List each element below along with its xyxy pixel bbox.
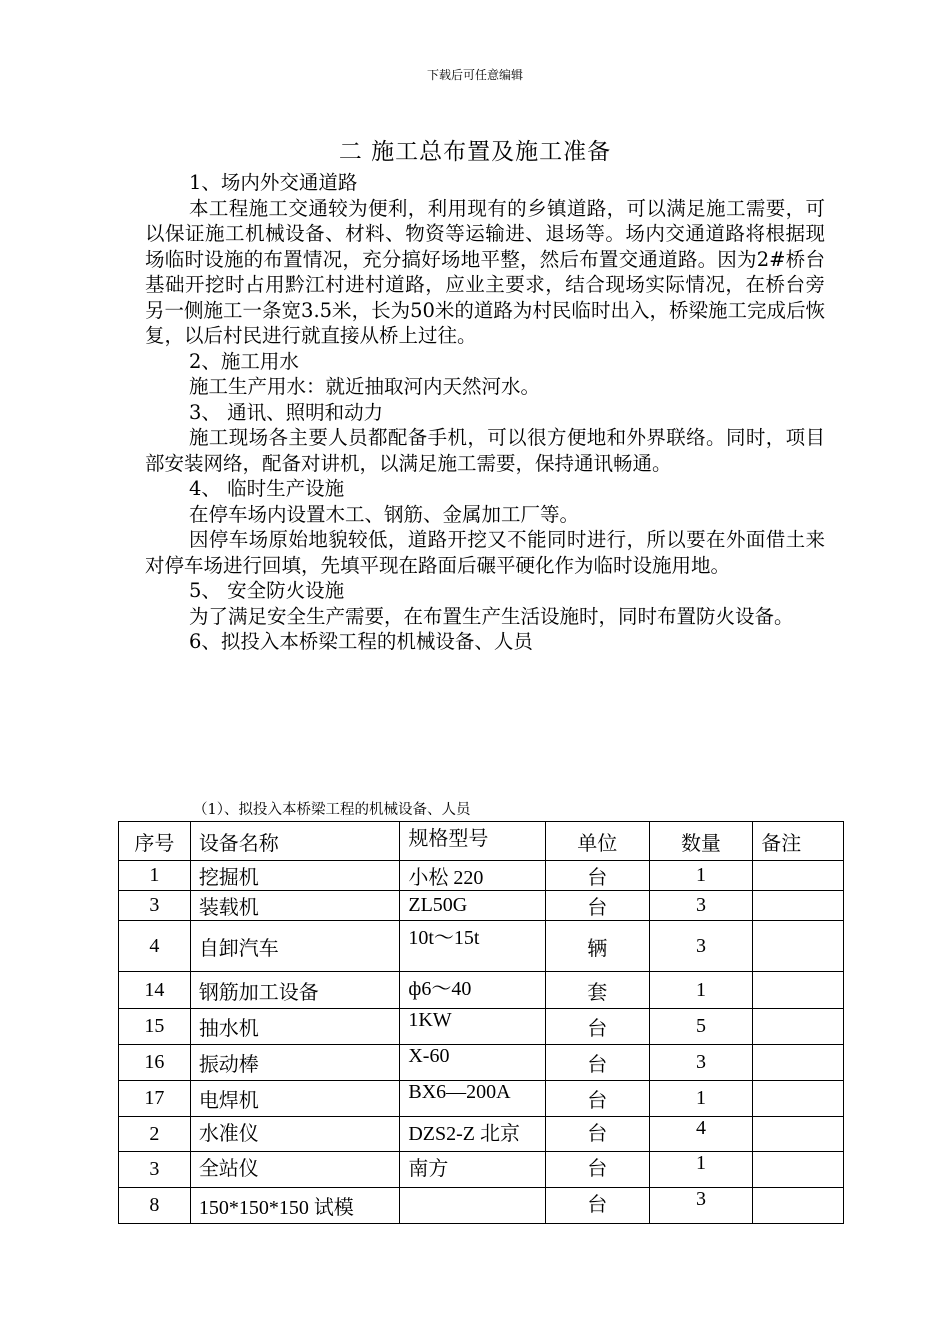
table-cell: 台	[545, 1117, 649, 1152]
table-cell: 4	[119, 921, 191, 972]
table-cell: 3	[649, 1188, 753, 1224]
table-cell: 16	[119, 1045, 191, 1081]
table-cell: 钢筋加工设备	[190, 972, 400, 1009]
table-cell: 台	[545, 861, 649, 891]
paragraph-temporary-facilities-2: 因停车场原始地貌较低，道路开挖又不能同时进行，所以要在外面借土来对停车场进行回填，先填平现在路面后碾平硬化作为临时设施用地。	[145, 528, 825, 577]
table-cell: 3	[649, 921, 753, 972]
table-cell: 1	[649, 972, 753, 1009]
table-row	[119, 1188, 844, 1224]
table-cell: 辆	[545, 921, 649, 972]
header-cell: 规格型号	[400, 822, 546, 861]
table-row	[119, 891, 844, 921]
table-cell	[753, 1188, 844, 1224]
header-cell: 序号	[119, 822, 191, 861]
table-row	[119, 921, 844, 972]
table-cell: 1	[119, 861, 191, 891]
table-cell: 自卸汽车	[190, 921, 400, 972]
table-cell	[753, 1045, 844, 1081]
table-cell: 10t～15t	[400, 921, 546, 972]
table-cell: 挖掘机	[190, 861, 400, 891]
heading-equipment: 6、拟投入本桥梁工程的机械设备、人员	[189, 630, 533, 653]
table-cell: 台	[545, 891, 649, 921]
table-cell: 5	[649, 1009, 753, 1045]
table-cell: 套	[545, 972, 649, 1009]
table-cell: 台	[545, 1188, 649, 1224]
table-cell: 台	[545, 1081, 649, 1117]
table-cell: 8	[119, 1188, 191, 1224]
table-cell: 抽水机	[190, 1009, 400, 1045]
table-cell: ф6～40	[400, 972, 546, 1009]
table-cell: 1	[649, 1081, 753, 1117]
table-cell: 南方	[400, 1152, 546, 1188]
table-cell	[753, 972, 844, 1009]
header-cell: 备注	[753, 822, 844, 861]
header-cell: 单位	[545, 822, 649, 861]
table-cell: 台	[545, 1045, 649, 1081]
table-cell: ZL50G	[400, 891, 546, 921]
table-cell: 4	[649, 1117, 753, 1152]
table-row	[119, 1117, 844, 1152]
heading-traffic-roads: 1、场内外交通道路	[189, 171, 358, 194]
table-cell: 3	[119, 891, 191, 921]
header-cell: 数量	[649, 822, 753, 861]
table-cell	[753, 861, 844, 891]
table-cell: 台	[545, 1009, 649, 1045]
table-cell: 全站仪	[190, 1152, 400, 1188]
table-cell: X-60	[400, 1045, 546, 1081]
table-cell	[753, 1081, 844, 1117]
heading-temporary-facilities: 4、 临时生产设施	[189, 477, 345, 500]
table-row	[119, 1009, 844, 1045]
table-cell: 小松 220	[400, 861, 546, 891]
table-cell	[753, 891, 844, 921]
heading-fire-safety: 5、 安全防火设施	[189, 579, 345, 602]
table-row	[119, 1152, 844, 1188]
section-title: 二 施工总布置及施工准备	[338, 139, 612, 165]
table-cell: 3	[649, 1045, 753, 1081]
header-cell: 设备名称	[190, 822, 400, 861]
table-cell: 装载机	[190, 891, 400, 921]
table-cell: 2	[119, 1117, 191, 1152]
paragraph-temporary-facilities-1: 在停车场内设置木工、钢筋、金属加工厂等。	[189, 502, 580, 526]
table-cell: 电焊机	[190, 1081, 400, 1117]
table-cell: 1	[649, 861, 753, 891]
table-row	[119, 1081, 844, 1117]
table-cell	[400, 1188, 546, 1224]
table-header-row	[119, 822, 844, 861]
equipment-table	[118, 821, 844, 1224]
table-cell: 14	[119, 972, 191, 1009]
paragraph-fire-safety: 为了满足安全生产需要，在布置生产生活设施时，同时布置防火设备。	[189, 604, 794, 628]
table-cell	[753, 921, 844, 972]
table-cell: 3	[649, 891, 753, 921]
table-cell: 1KW	[400, 1009, 546, 1045]
paragraph-traffic-roads: 本工程施工交通较为便利，利用现有的乡镇道路，可以满足施工需要，可以保证施工机械设备、材料、物资等运输进、退场等。场内交通道路将根据现场临时设施的布置情况，充分搞好场地平整，然后布置交通道路。因为2#桥台基础开挖时占用黔江村进村道路，应业主要求，结合现场实际情况，在桥台旁另一侧施工一条宽3.5米，长为50米的道路为村民临时出入，桥梁施工完成后恢复，以后村民进行就直接从桥上过往。	[145, 196, 825, 347]
heading-communication: 3、 通讯、照明和动力	[189, 400, 384, 424]
header-note: 下载后可任意编辑	[426, 68, 523, 82]
table-row	[119, 861, 844, 891]
table-cell: 150*150*150 试模	[190, 1188, 400, 1224]
body-text	[145, 170, 825, 655]
table-cell: BX6—200A	[400, 1081, 546, 1117]
table-cell: 1	[649, 1152, 753, 1188]
table-cell: 台	[545, 1152, 649, 1188]
table-cell: 振动棒	[190, 1045, 400, 1081]
table-cell: DZS2-Z 北京	[400, 1117, 546, 1152]
table-row	[119, 972, 844, 1009]
table-cell: 17	[119, 1081, 191, 1117]
table-row	[119, 1045, 844, 1081]
table-cell: 15	[119, 1009, 191, 1045]
paragraph-water: 施工生产用水：就近抽取河内天然河水。	[189, 375, 541, 398]
table-cell: 3	[119, 1152, 191, 1188]
paragraph-communication: 施工现场各主要人员都配备手机，可以很方便地和外界联络。同时，项目部安装网络，配备对讲机，以满足施工需要，保持通讯畅通。	[145, 426, 825, 475]
table-caption: （1）、拟投入本桥梁工程的机械设备、人员	[193, 802, 471, 818]
table-cell	[753, 1152, 844, 1188]
table-cell: 水准仪	[190, 1117, 400, 1152]
heading-water: 2、施工用水	[189, 349, 299, 373]
table-cell	[753, 1117, 844, 1152]
table-cell	[753, 1009, 844, 1045]
